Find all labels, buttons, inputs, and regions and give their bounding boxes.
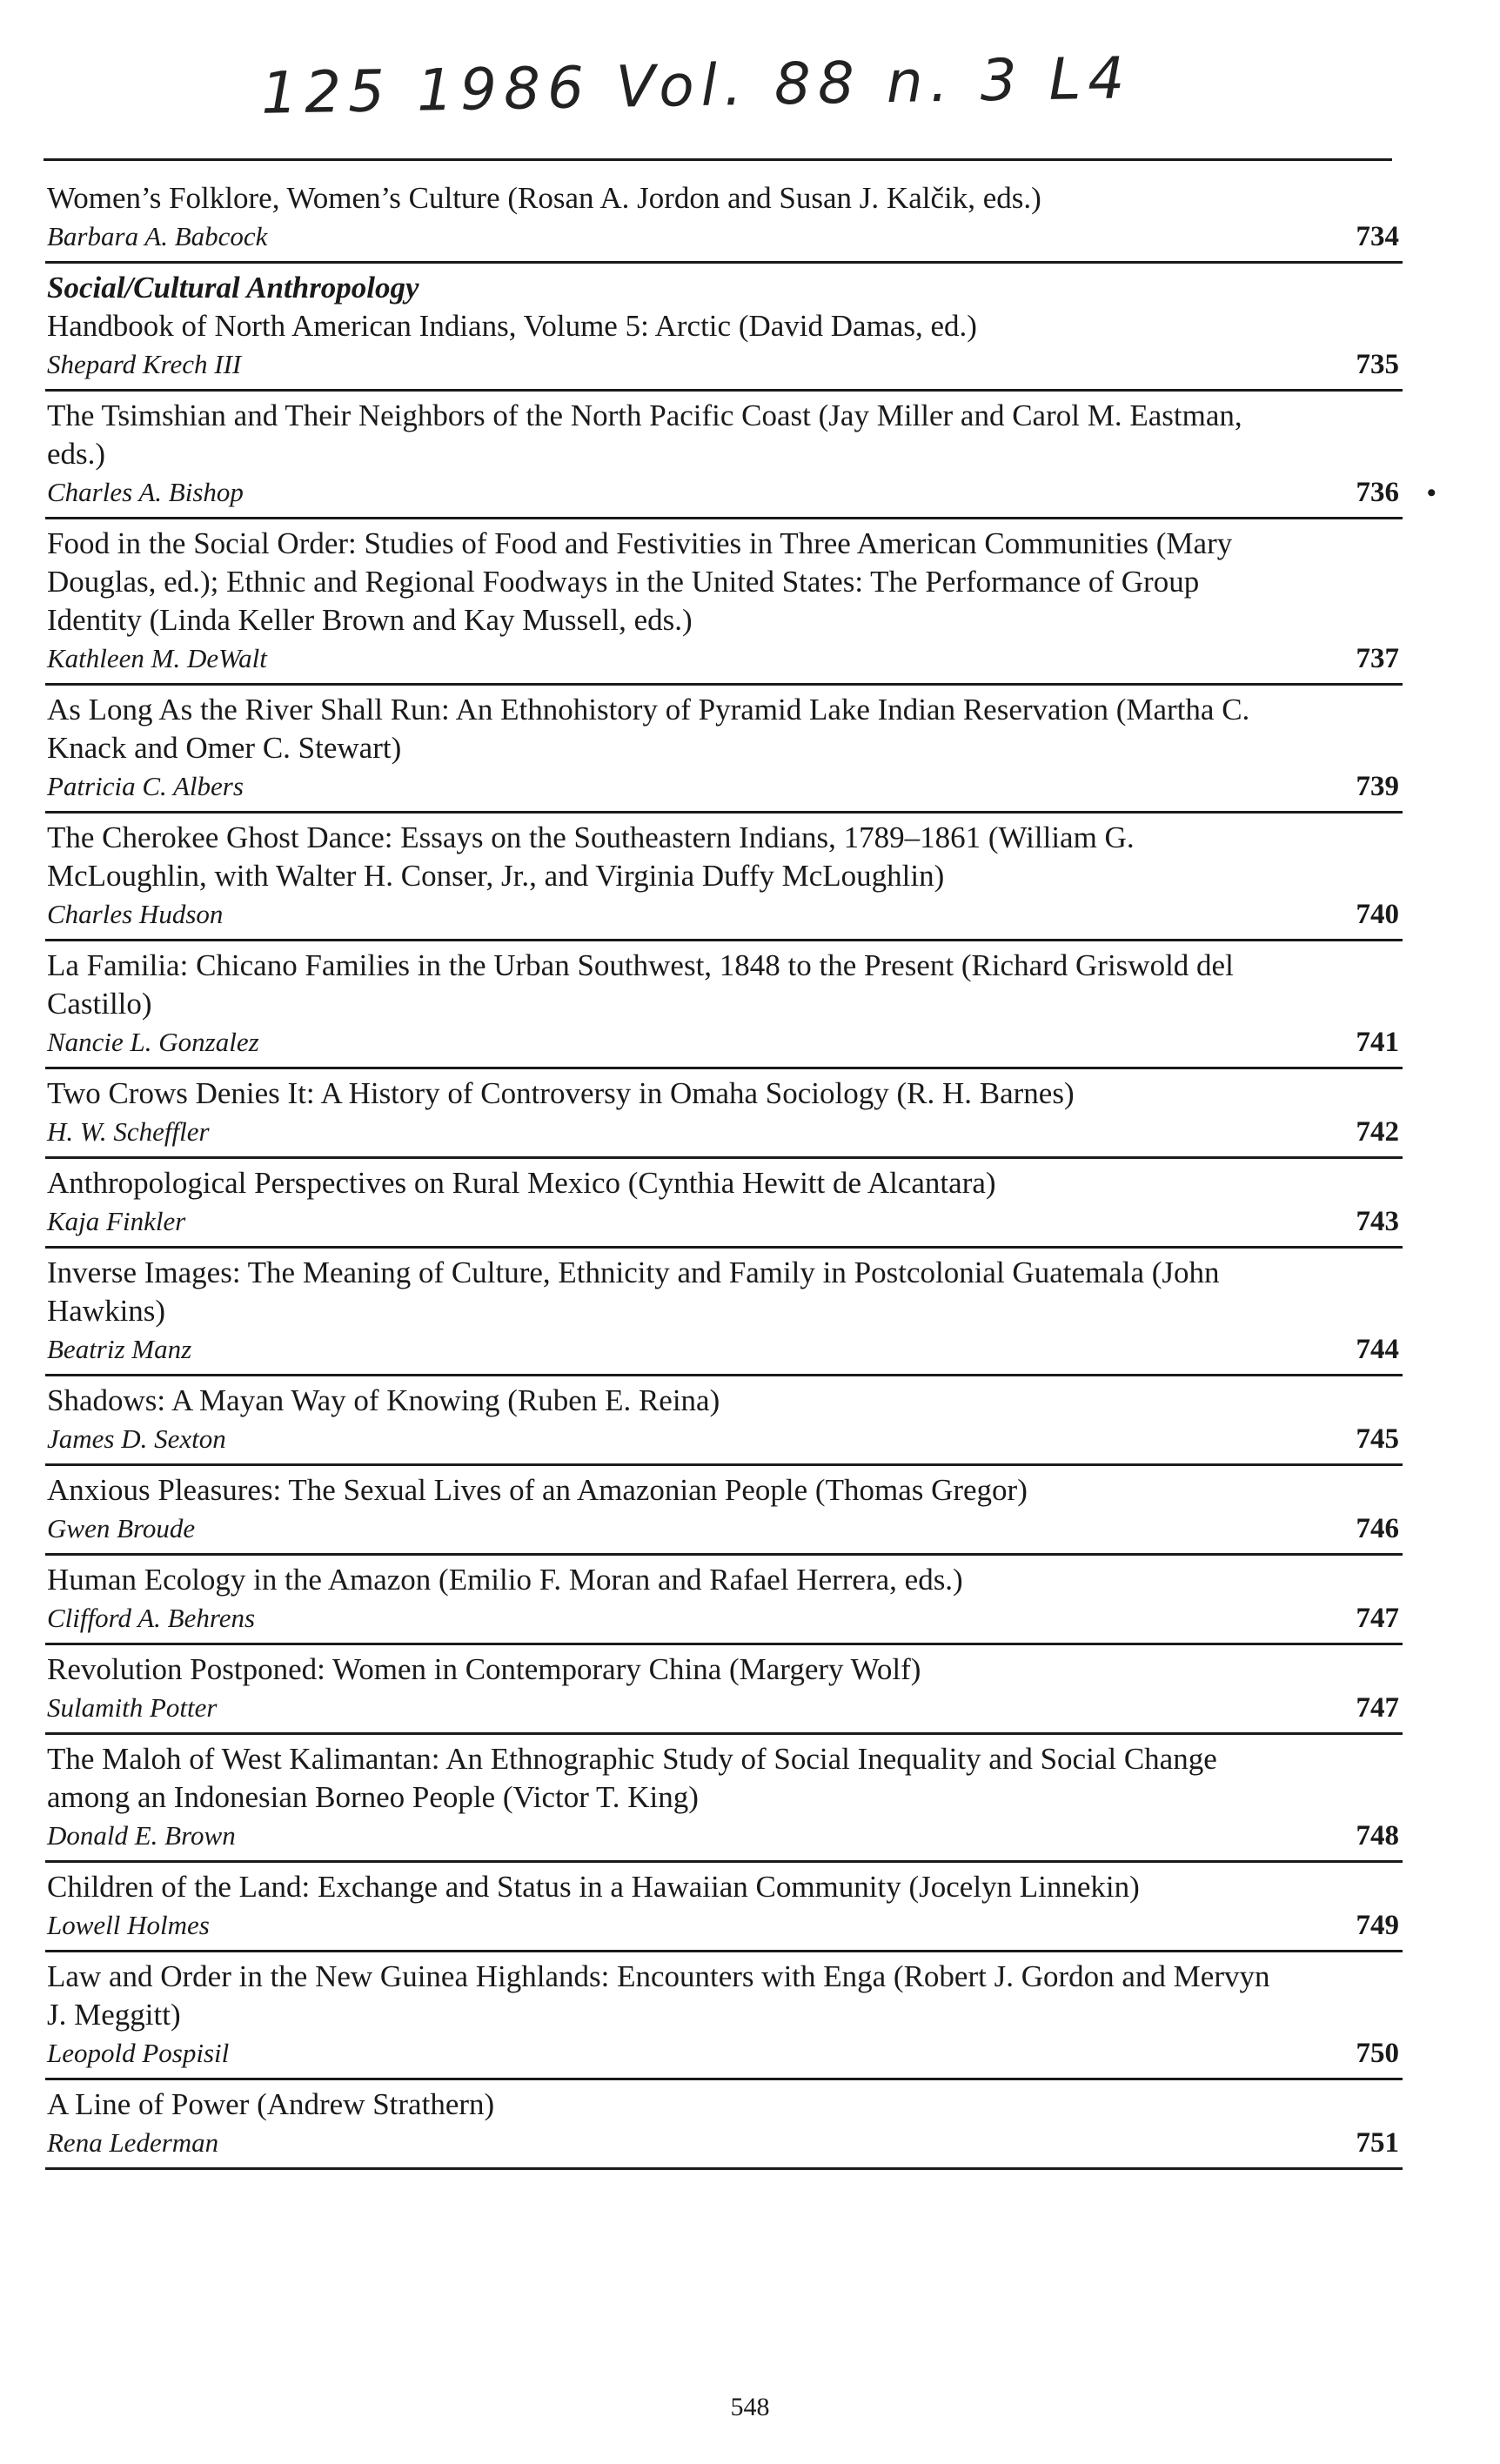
review-entry [45, 392, 1403, 519]
book-title: Food in the Social Order: Studies of Food and Festivities in Three American Communities (Mary Douglas, ed.); Ethnic and Regional Foodways in the United States: The Performance of Group Identity (Linda Keller Brown and Kay Mussell, eds.) [47, 526, 1233, 637]
section-heading: Social/Cultural Anthropology [47, 271, 419, 305]
review-entry [45, 1466, 1403, 1556]
handwritten-annotation: 125 1986 Vol. 88 n. 3 L4 [260, 44, 1132, 127]
top-rule [44, 158, 1392, 161]
book-title: Anthropological Perspectives on Rural Mexico (Cynthia Hewitt de Alcantara) [47, 1166, 996, 1200]
review-page-number: 741 [1356, 1027, 1399, 1058]
book-title: Women’s Folklore, Women’s Culture (Rosan A. Jordon and Susan J. Kalčik, eds.) [47, 181, 1041, 215]
reviewer-name: Clifford A. Behrens [47, 1603, 256, 1633]
book-title: Inverse Images: The Meaning of Culture, Ethnicity and Family in Postcolonial Guatemala (John Hawkins) [47, 1255, 1220, 1328]
reviewer-name: Sulamith Potter [47, 1692, 218, 1723]
reviewer-name: Donald E. Brown [47, 1820, 236, 1851]
book-title: As Long As the River Shall Run: An Ethnohistory of Pyramid Lake Indian Reservation (Martha C. Knack and Omer C. Stewart) [47, 693, 1250, 765]
book-title: Handbook of North American Indians, Volume 5: Arctic (David Damas, ed.) [47, 309, 977, 343]
reviewer-name: Charles Hudson [47, 899, 224, 929]
book-title: Law and Order in the New Guinea Highlands: Encounters with Enga (Robert J. Gordon and Mervyn J. Meggitt) [47, 1959, 1270, 2032]
book-title: Two Crows Denies It: A History of Controversy in Omaha Sociology (R. H. Barnes) [47, 1076, 1075, 1110]
review-entry [45, 941, 1403, 1069]
reviewer-name: H. W. Scheffler [47, 1116, 210, 1147]
review-page-number: 737 [1356, 643, 1399, 674]
reviewer-name: Lowell Holmes [47, 1910, 210, 1940]
review-page-number: 743 [1356, 1206, 1399, 1237]
review-list [45, 174, 1403, 2170]
review-page-number: 734 [1356, 221, 1399, 252]
review-entry [45, 1159, 1403, 1249]
review-page-number: 749 [1356, 1910, 1399, 1941]
book-title: Revolution Postponed: Women in Contemporary China (Margery Wolf) [47, 1652, 921, 1686]
review-page-number: 740 [1356, 899, 1399, 930]
book-title: Shadows: A Mayan Way of Knowing (Ruben E. Reina) [47, 1383, 720, 1417]
review-page-number: 746 [1356, 1513, 1399, 1544]
review-page-number: 736 [1356, 477, 1399, 508]
margin-mark: • [1427, 479, 1436, 507]
book-title: La Familia: Chicano Families in the Urban Southwest, 1848 to the Present (Richard Griswold del Castillo) [47, 948, 1234, 1021]
review-entry [45, 814, 1403, 941]
review-page-number: 747 [1356, 1603, 1399, 1634]
reviewer-name: Kaja Finkler [47, 1206, 186, 1236]
book-title: Human Ecology in the Amazon (Emilio F. Moran and Rafael Herrera, eds.) [47, 1563, 963, 1597]
reviewer-name: Rena Lederman [47, 2127, 219, 2158]
review-entry [45, 1069, 1403, 1159]
reviewer-name: Barbara A. Babcock [47, 221, 268, 251]
review-entry [45, 1645, 1403, 1735]
book-title: Children of the Land: Exchange and Status in a Hawaiian Community (Jocelyn Linnekin) [47, 1870, 1140, 1904]
review-entry [45, 264, 1403, 392]
review-entry [45, 1952, 1403, 2080]
review-page-number: 742 [1356, 1116, 1399, 1148]
review-page-number: 751 [1356, 2127, 1399, 2159]
reviewer-name: Nancie L. Gonzalez [47, 1027, 259, 1057]
reviewer-name: Gwen Broude [47, 1513, 196, 1543]
page-number: 548 [730, 2393, 770, 2421]
review-page-number: 735 [1356, 349, 1399, 380]
reviewer-name: Beatriz Manz [47, 1334, 192, 1364]
reviewer-name: Kathleen M. DeWalt [47, 643, 267, 673]
review-entry [45, 1863, 1403, 1952]
book-title: The Cherokee Ghost Dance: Essays on the Southeastern Indians, 1789–1861 (William G. McLoughlin, with Walter H. Conser, Jr., and Virginia Duffy McLoughlin) [47, 820, 1135, 893]
review-page-number: 748 [1356, 1820, 1399, 1851]
review-page-number: 744 [1356, 1334, 1399, 1365]
review-entry [45, 1376, 1403, 1466]
book-title: Anxious Pleasures: The Sexual Lives of an Amazonian People (Thomas Gregor) [47, 1473, 1028, 1507]
reviewer-name: Charles A. Bishop [47, 477, 244, 507]
review-entry [45, 2080, 1403, 2170]
review-entry [45, 686, 1403, 814]
book-title: A Line of Power (Andrew Strathern) [47, 2087, 495, 2121]
review-page-number: 739 [1356, 771, 1399, 802]
review-page-number: 747 [1356, 1692, 1399, 1724]
book-title: The Maloh of West Kalimantan: An Ethnographic Study of Social Inequality and Social Change among an Indonesian Borneo People (Victor T. King) [47, 1742, 1217, 1814]
review-entry [45, 519, 1403, 686]
reviewer-name: James D. Sexton [47, 1423, 226, 1454]
review-page-number: 750 [1356, 2038, 1399, 2069]
reviewer-name: Leopold Pospisil [47, 2038, 230, 2068]
review-entry [45, 1249, 1403, 1376]
review-entry [45, 1735, 1403, 1863]
review-entry [45, 1556, 1403, 1645]
review-page-number: 745 [1356, 1423, 1399, 1455]
book-title: The Tsimshian and Their Neighbors of the North Pacific Coast (Jay Miller and Carol M. Eastman, eds.) [47, 398, 1242, 471]
review-entry [45, 174, 1403, 264]
reviewer-name: Shepard Krech III [47, 349, 242, 379]
reviewer-name: Patricia C. Albers [47, 771, 244, 801]
